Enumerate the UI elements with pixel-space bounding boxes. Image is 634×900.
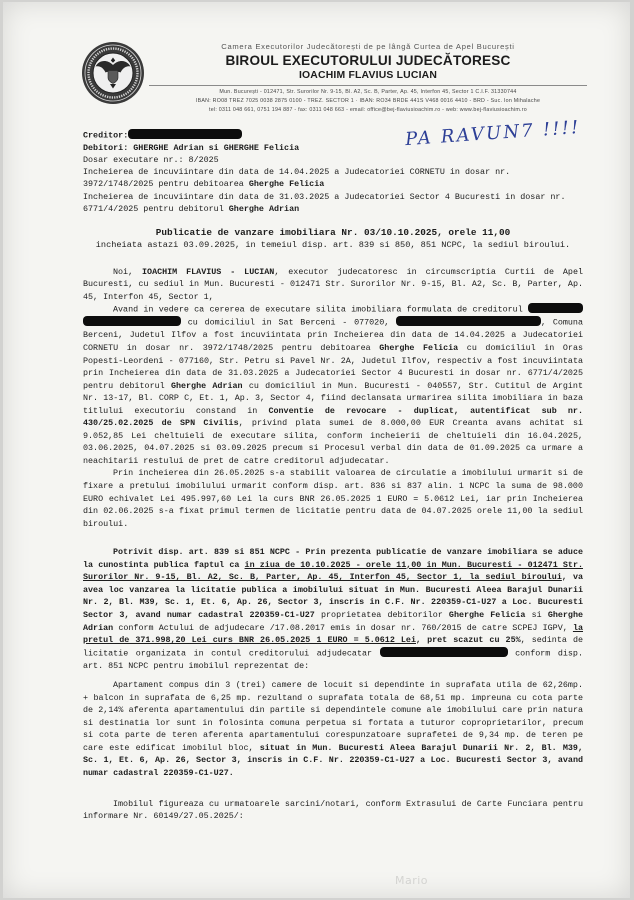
text-segment: Potrivit disp. art. 839 si 851 NCPC - Prin prezenta publicatie de vanzare imobiliara se aduce la cunostinta publica faptul ca — [83, 547, 583, 570]
text-segment: Prin incheierea din 26.05.2025 s-a stabilit valoarea de circulatie a imobilului urmarit si de fixare a pretului imobilului urmarit conform disp. art. 836 si 837 alin. 1 NCPC la suma de 98.000 EURO echivalet Lei 495.997,60 Lei la curs BNR 26.05.2025 1 EURO = 5.0612 Lei, iar prin Incheierea din 02.06.2025 s-a fixat primul termen de licitatie pentru data de 04.07.2025 orele 11,00 la sediul biroului. — [83, 468, 583, 529]
publication-title: Publicatie de vanzare imobiliara Nr. 03/10.10.2025, orele 11,00 — [155, 226, 511, 238]
debtor-name-inline: Gherghe Felicia — [448, 609, 526, 620]
debtor-name-inline: Gherghe Felicia — [379, 343, 459, 354]
publication-heading — [83, 227, 583, 252]
debtors-label: Debitori: — [83, 142, 129, 153]
executor-emblem-logo — [81, 41, 145, 105]
office-address: Mun. București - 012471, Str. Surorilor Nr. 9-15, Bl. A2, Sc. B, Parter, Ap. 45, Interfon 45, Sector 1 C.I.F. 31330744 — [219, 89, 517, 95]
text-segment: Noi, — [113, 266, 143, 277]
document-page — [3, 2, 630, 898]
paragraph-property-description — [83, 679, 583, 779]
publication-subtitle: incheiata astazi 03.09.2025, in temeiul disp. art. 839 si 850, 851 NCPC, la sediul biroului. — [95, 240, 571, 251]
text-segment: Apartament compus din 3 (trei) camere de locuit si dependinte in suprafata utila de 62,26mp. + balcon in suprafata de 6,25 mp. rezultand o suprafata totala de 68,51 mp. impreuna cu cota parte de 2,14% aferenta apartamentului din partile si dependintele comune ale imobilului care prin natura si destinatia lor sunt in folosinta comuna perpetua si fortata a tuturor coproprietarilor, precum si cota parte de teren aferenta apartamentului corespunzatoare suprafetei de 9,34 mp. de teren pe care este edificat imobilul bloc, — [83, 680, 583, 753]
auction-price-inline: la pretul de 371.998,20 Lei curs BNR 26.05.2025 1 EURO = 5.0612 Lei — [83, 622, 583, 646]
redaction-block — [528, 303, 583, 313]
text-segment: , sedinta de licitatie organizata in contul creditorului adjudecatar — [83, 635, 583, 659]
creditor-label: Creditor: — [83, 130, 129, 141]
paragraph-auction-notice — [83, 546, 583, 672]
text-segment: , privind plata sumei de 8.000,00 EUR Creanta avans achitat si 9.052,85 Lei cheltuieli de executare silita, conform incheierii de cheltuieli din 16.04.2025, 03.06.2025, 04.07.2025 si 03.09.2025 precum si Procesul verbal din data de 01.09.2025 ca urmare a neachitarii restului de pret de catre creditorul adjudecatar. — [83, 418, 583, 466]
text-segment: conform disp. art. 851 NCPC pentru imobilul reprezentat de: — [83, 648, 583, 671]
executor-name-inline: IOACHIM FLAVIUS - LUCIAN — [142, 266, 275, 277]
case-parties-block — [83, 129, 583, 215]
debtor-name-inline: Gherghe Adrian — [83, 609, 584, 633]
text-segment: cu domiciliul in Oras Popesti-Leordeni - 077160, Str. Petru si Pavel Nr. 2A, Judetul Ilfov, respectiv a fost incuviintata prin Incheierea din data de 31.03.2025 a Judecatoriei Sector 4 Bucuresti in dosar nr. 6771/4/2025 pentru debitorul — [83, 343, 583, 391]
redaction-block — [128, 129, 242, 139]
letterhead — [149, 41, 587, 116]
paragraph-valuation — [83, 467, 583, 530]
text-segment: cu domiciliul in Mun. Bucuresti - 040557, Str. Cutitul de Argint Nr. 13-17, Bl. CORP C, Et. 1, Ap. 3, Sector 4, fiind declansata urmarirea silita imobiliara in baza titlului executoriu constand in — [83, 380, 583, 416]
case-number-line: Dosar executare nr.: 8/2025 — [83, 154, 219, 165]
text-segment: conform Actului de adjudecare /17.08.2017 emis in dosar nr. 760/2015 de catre SCPEJ IGPV, — [113, 622, 573, 633]
paragraph-enforcement-background — [83, 303, 583, 467]
bank-accounts: IBAN: RO08 TREZ 7025 0038 2875 0100 - TREZ. SECTOR 1 · IBAN: RO34 BRDE 441S V468 0016 4410 - BRD - Suc. Ion Mihalache — [195, 98, 541, 105]
approval-1-debtor: Gherghe Felicia — [248, 179, 325, 190]
redaction-block — [380, 647, 508, 657]
paragraph-encumbrances — [83, 798, 583, 823]
approval-2-debtor: Gherghe Adrian — [228, 203, 300, 214]
contact-details: tel: 0311 048 661, 0751 194 887 - fax: 0311 048 663 - email: office@bej-flaviusioachim.ro - web: www.bej-flaviusioachim.ro — [209, 107, 527, 114]
price-reduction-inline: , pret scazut cu 25% — [415, 635, 521, 646]
redaction-block — [83, 316, 181, 326]
document-body — [83, 129, 583, 823]
approval-2-text: Incheierea de incuviintare din data de 31.03.2025 a Judecatoriei Sector 4 Bucuresti in dosar nr. 6771/4/2025 pentru debitorul — [83, 191, 566, 214]
auction-date-location: in ziua de 10.10.2025 - orele 11,00 in Mun. Bucuresti - 012471 Str. Surorilor Nr. 9-15, Bl. A2, Sc. B, Parter, Ap. 45, Interfon 45, Sector 1, la sediul biroului — [83, 559, 583, 583]
executor-name: IOACHIM FLAVIUS LUCIAN — [298, 70, 438, 81]
paragraph-executor-intro — [83, 266, 583, 304]
debtor-name-inline: Gherghe Adrian — [170, 380, 243, 391]
handwritten-note: PA RAVUN7 !!!! — [404, 116, 582, 151]
office-name: BIROUL EXECUTORULUI JUDECĂTORESC — [225, 53, 511, 68]
chamber-name: Camera Executorilor Judecătorești de pe lângă Curtea de Apel București — [221, 42, 515, 51]
text-segment: si — [525, 609, 548, 620]
text-segment: Avand in vedere ca cererea de executare silita imobiliara formulata de creditorul — [113, 304, 528, 315]
property-location-inline: , va avea loc vanzarea la licitatie publica a imobilului situat in Mun. Bucuresti Aleea Barajul Dunarii Nr. 2, Bl. M39, Sc. 1, Et. 6, Ap. 26, Sector 3, inscris in C.F. Nr. 220359-C1-U27 a Loc. Bucuresti Sector 3, avand numar cadastral 220359-C1-U27 — [83, 572, 583, 620]
approval-1-text: Incheierea de incuviintare din data de 14.04.2025 a Judecatoriei CORNETU in dosar nr. 3972/1748/2025 pentru debitoarea — [83, 167, 511, 190]
debtors-names: GHERGHE Adrian si GHERGHE Felicia — [133, 142, 300, 153]
text-segment: , executor judecatoresc in circumscriptia Curtii de Apel Bucuresti, cu sediul in Mun. Bucuresti - 012471 Str. Surorilor Nr. 9-15, Bl. A2, Sc. B, Parter, Ap. 45, Interfon 45, Sector 1, — [83, 266, 583, 302]
text-segment: , Comuna Berceni, Judetul Ilfov a fost incuviintata prin Incheierea din data de 14.04.2025 a Judecatoriei CORNETU in dosar nr. 3972/1748/2025 pentru debitoarea — [83, 317, 583, 354]
redaction-block — [396, 316, 541, 326]
property-location-inline: situat in Mun. Bucuresti Aleea Barajul Dunarii Nr. 2, Bl. M39, Sc. 1, Et. 6, Ap. 26, Sector 3, inscris in C.F. Nr. 220359-C1-U27 a Loc. Bucuresti Sector 3, avand numar cadastral 220359-C1-U27. — [83, 742, 583, 779]
enforcement-title-inline: Conventie de revocare - duplicat, autentificat sub nr. 430/25.02.2025 de SPN Civilis — [83, 405, 583, 429]
text-segment: proprietatea debitorilor — [314, 609, 449, 620]
creditor-line — [83, 129, 583, 142]
text-segment: cu domiciliul in Sat Berceni - 077020, — [181, 317, 397, 328]
header-divider — [149, 85, 587, 86]
approval-line-2 — [83, 191, 583, 215]
text-segment: Imobilul figureaza cu urmatoarele sarcini/notari, conform Extrasului de Carte Funciara pentru informare Nr. 60149/27.05.2025/: — [83, 798, 583, 822]
watermark: Mario — [395, 874, 429, 887]
debtors-line — [83, 142, 583, 154]
approval-line-1 — [83, 166, 583, 190]
